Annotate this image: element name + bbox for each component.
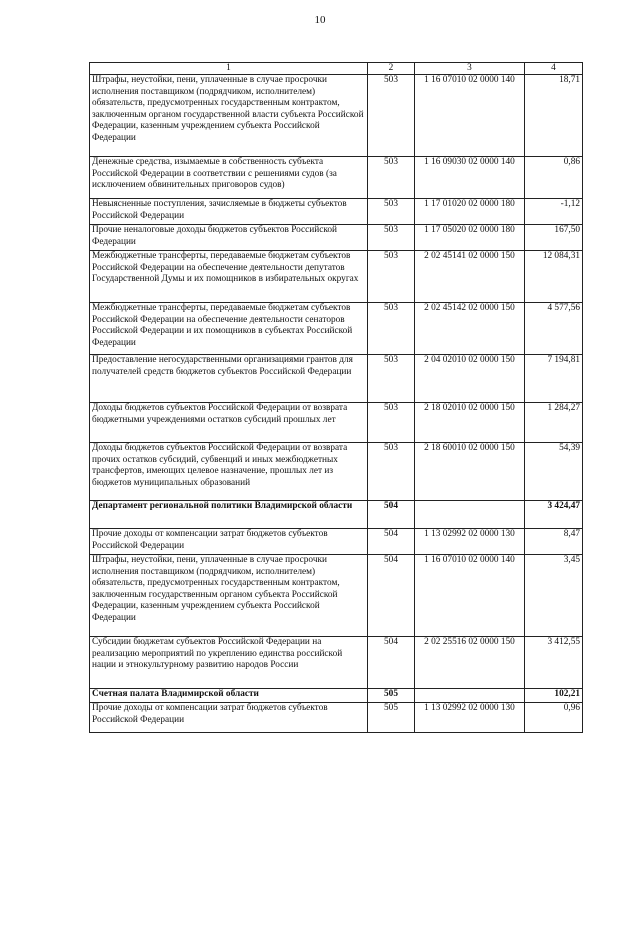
table-row xyxy=(90,199,583,225)
budget-classification-code-cell: 1 16 07010 02 0000 140 xyxy=(415,75,525,157)
admin-code-cell: 504 xyxy=(368,529,415,555)
amount-cell: 4 577,56 xyxy=(525,303,583,355)
income-name-cell: Департамент региональной политики Владимирской области xyxy=(90,501,368,529)
amount-cell: 3 412,55 xyxy=(525,637,583,689)
amount-cell: 18,71 xyxy=(525,75,583,157)
income-name-cell: Прочие неналоговые доходы бюджетов субъектов Российской Федерации xyxy=(90,225,368,251)
budget-classification-code-cell xyxy=(415,689,525,703)
table-body xyxy=(90,75,583,733)
income-name-cell: Межбюджетные трансферты, передаваемые бюджетам субъектов Российской Федерации на обеспечение деятельности депутатов Государственной Думы и их помощников в избирательных округах xyxy=(90,251,368,303)
income-name-cell: Доходы бюджетов субъектов Российской Федерации от возврата прочих остатков субсидий, субвенций и иных межбюджетных трансфертов, имеющих целевое назначение, прошлых лет из бюджетов муниципальных образований xyxy=(90,443,368,501)
admin-code-cell: 503 xyxy=(368,403,415,443)
table-row xyxy=(90,75,583,157)
table-row xyxy=(90,555,583,637)
table-row xyxy=(90,355,583,403)
amount-cell: 7 194,81 xyxy=(525,355,583,403)
table-row xyxy=(90,703,583,733)
income-name-cell: Невыясненные поступления, зачисляемые в бюджеты субъектов Российской Федерации xyxy=(90,199,368,225)
admin-code-cell: 505 xyxy=(368,703,415,733)
admin-code-cell: 505 xyxy=(368,689,415,703)
amount-cell: 12 084,31 xyxy=(525,251,583,303)
column-header-4: 4 xyxy=(525,63,583,75)
amount-cell: 3 424,47 xyxy=(525,501,583,529)
admin-code-cell: 503 xyxy=(368,75,415,157)
column-header-3: 3 xyxy=(415,63,525,75)
section-header-row xyxy=(90,689,583,703)
budget-classification-code-cell: 2 02 45141 02 0000 150 xyxy=(415,251,525,303)
amount-cell: -1,12 xyxy=(525,199,583,225)
budget-classification-code-cell: 2 04 02010 02 0000 150 xyxy=(415,355,525,403)
admin-code-cell: 504 xyxy=(368,637,415,689)
table-row xyxy=(90,303,583,355)
amount-cell: 54,39 xyxy=(525,443,583,501)
table-row xyxy=(90,637,583,689)
income-name-cell: Прочие доходы от компенсации затрат бюджетов субъектов Российской Федерации xyxy=(90,529,368,555)
revenue-table xyxy=(89,62,583,733)
amount-cell: 1 284,27 xyxy=(525,403,583,443)
amount-cell: 0,86 xyxy=(525,157,583,199)
admin-code-cell: 504 xyxy=(368,501,415,529)
admin-code-cell: 503 xyxy=(368,355,415,403)
table-row xyxy=(90,529,583,555)
column-header-1: 1 xyxy=(90,63,368,75)
budget-classification-code-cell: 1 17 05020 02 0000 180 xyxy=(415,225,525,251)
budget-classification-code-cell: 2 18 02010 02 0000 150 xyxy=(415,403,525,443)
amount-cell: 167,50 xyxy=(525,225,583,251)
budget-classification-code-cell: 1 13 02992 02 0000 130 xyxy=(415,529,525,555)
budget-classification-code-cell: 1 16 09030 02 0000 140 xyxy=(415,157,525,199)
budget-classification-code-cell: 2 18 60010 02 0000 150 xyxy=(415,443,525,501)
budget-classification-code-cell: 2 02 45142 02 0000 150 xyxy=(415,303,525,355)
income-name-cell: Штрафы, неустойки, пени, уплаченные в случае просрочки исполнения поставщиком (подрядчиком, исполнителем) обязательств, предусмотренных государственным контрактом, заключенным органом государственной власти субъекта Российской Федерации, казенным учреждением субъекта Российской Федерации xyxy=(90,75,368,157)
income-name-cell: Доходы бюджетов субъектов Российской Федерации от возврата бюджетными учреждениями остатков субсидий прошлых лет xyxy=(90,403,368,443)
income-name-cell: Штрафы, неустойки, пени, уплаченные в случае просрочки исполнения поставщиком (подрядчиком, исполнителем) обязательств, предусмотренных государственным контрактом, заключенным государственным органом субъекта Российской Федерации, казенным учреждением субъекта Российской Федерации xyxy=(90,555,368,637)
table-row xyxy=(90,403,583,443)
budget-classification-code-cell: 1 13 02992 02 0000 130 xyxy=(415,703,525,733)
admin-code-cell: 503 xyxy=(368,443,415,501)
table-row xyxy=(90,251,583,303)
budget-classification-code-cell: 2 02 25516 02 0000 150 xyxy=(415,637,525,689)
admin-code-cell: 503 xyxy=(368,157,415,199)
table-row xyxy=(90,157,583,199)
budget-classification-code-cell xyxy=(415,501,525,529)
table-row xyxy=(90,225,583,251)
admin-code-cell: 503 xyxy=(368,199,415,225)
income-name-cell: Субсидии бюджетам субъектов Российской Федерации на реализацию мероприятий по укреплению единства российской нации и этнокультурному развитию народов России xyxy=(90,637,368,689)
budget-classification-code-cell: 1 17 01020 02 0000 180 xyxy=(415,199,525,225)
page-number: 10 xyxy=(314,14,326,26)
income-name-cell: Денежные средства, изымаемые в собственность субъекта Российской Федерации в соответствии с решениями судов (за исключением обвинительных приговоров судов) xyxy=(90,157,368,199)
header-row xyxy=(90,63,583,75)
income-name-cell: Прочие доходы от компенсации затрат бюджетов субъектов Российской Федерации xyxy=(90,703,368,733)
admin-code-cell: 503 xyxy=(368,303,415,355)
amount-cell: 102,21 xyxy=(525,689,583,703)
admin-code-cell: 503 xyxy=(368,251,415,303)
column-header-2: 2 xyxy=(368,63,415,75)
table-row xyxy=(90,443,583,501)
income-name-cell: Межбюджетные трансферты, передаваемые бюджетам субъектов Российской Федерации на обеспечение деятельности сенаторов Российской Федерации и их помощников в субъектах Российской Федерации xyxy=(90,303,368,355)
admin-code-cell: 503 xyxy=(368,225,415,251)
amount-cell: 3,45 xyxy=(525,555,583,637)
income-name-cell: Счетная палата Владимирской области xyxy=(90,689,368,703)
admin-code-cell: 504 xyxy=(368,555,415,637)
section-header-row xyxy=(90,501,583,529)
budget-classification-code-cell: 1 16 07010 02 0000 140 xyxy=(415,555,525,637)
income-name-cell: Предоставление негосударственными организациями грантов для получателей средств бюджетов субъектов Российской Федерации xyxy=(90,355,368,403)
amount-cell: 8,47 xyxy=(525,529,583,555)
amount-cell: 0,96 xyxy=(525,703,583,733)
